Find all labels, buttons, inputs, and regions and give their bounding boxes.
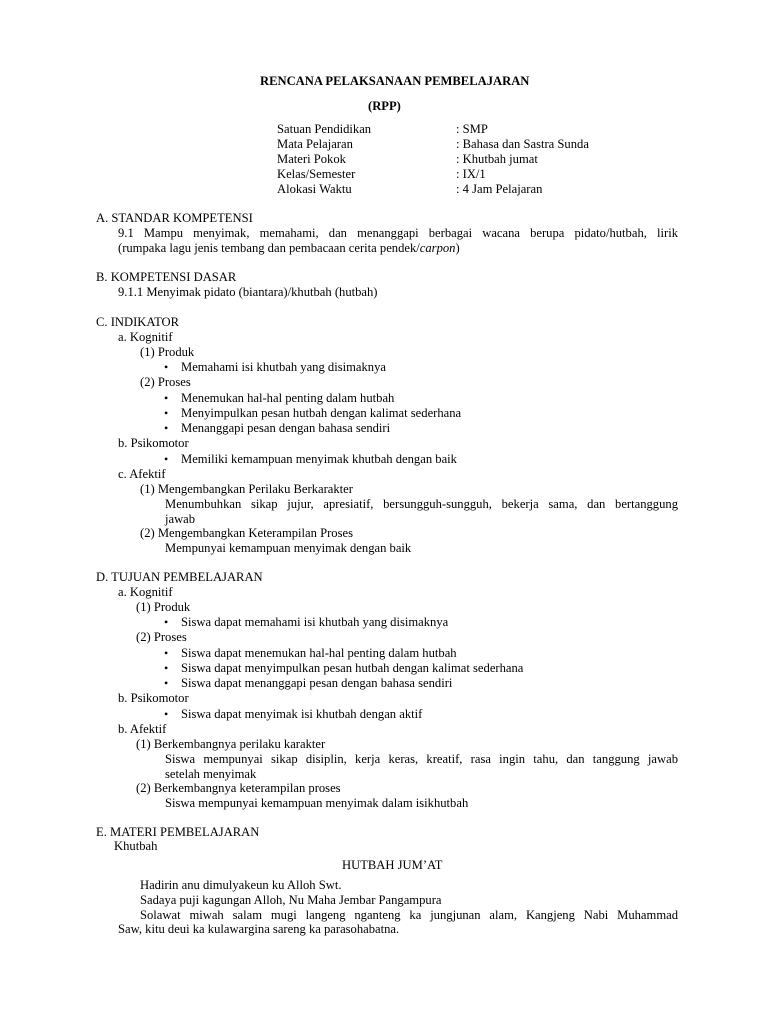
- list-item: c. Afektif: [118, 467, 166, 481]
- section-heading-a: A. STANDAR KOMPETENSI: [96, 211, 253, 225]
- paragraph-line: Hadirin anu dimulyakeun ku Alloh Swt.: [140, 878, 342, 892]
- list-item: (2) Berkembangnya keterampilan proses: [136, 781, 341, 795]
- list-item: b. Afektif: [118, 722, 167, 736]
- list-item: (1) Berkembangnya perilaku karakter: [136, 737, 326, 751]
- bullet-item: • Memahami isi khutbah yang disimaknya: [181, 360, 386, 375]
- bullet-item: • Siswa dapat memahami isi khutbah yang disimaknya: [181, 615, 448, 630]
- paragraph-line: Sadaya puji kagungan Alloh, Nu Maha Jembar Pangampura: [140, 893, 442, 907]
- list-item: b. Psikomotor: [118, 436, 189, 450]
- paragraph-line: Saw, kitu deui ka kulawargina sareng ka parasohabatna.: [118, 922, 400, 936]
- page-title: RENCANA PELAKSANAAN PEMBELAJARAN: [260, 74, 530, 88]
- section-heading-d: D. TUJUAN PEMBELAJARAN: [96, 570, 263, 584]
- list-item: b. Psikomotor: [118, 691, 189, 705]
- bullet-item: • Siswa dapat menyimpulkan pesan hutbah dengan kalimat sederhana: [181, 661, 523, 676]
- list-item: (2) Mengembangkan Keterampilan Proses: [140, 526, 353, 540]
- identity-value: : SMP: [456, 122, 488, 136]
- paragraph-line: 9.1.1 Menyimak pidato (biantara)/khutbah (hutbah): [118, 285, 378, 299]
- identity-label: Satuan Pendidikan: [277, 122, 372, 136]
- list-item: (2) Proses: [136, 630, 187, 644]
- identity-value: : IX/1: [456, 167, 486, 181]
- subheading: Khutbah: [114, 839, 158, 853]
- khutbah-title: HUTBAH JUM’AT: [342, 858, 443, 872]
- list-item: (2) Proses: [140, 375, 191, 389]
- text-span: (rumpaka lagu jenis tembang dan pembacaan cerita pendek/: [118, 241, 420, 255]
- section-heading-b: B. KOMPETENSI DASAR: [96, 270, 237, 284]
- bullet-item: • Siswa dapat menanggapi pesan dengan bahasa sendiri: [181, 676, 452, 691]
- paragraph-line: Siswa mempunyai kemampuan menyimak dalam isikhutbah: [165, 796, 469, 810]
- paragraph-line: Menumbuhkan sikap jujur, apresiatif, bersungguh-sungguh, bekerja sama, dan bertanggung: [165, 497, 678, 511]
- paragraph-line: [118, 241, 460, 256]
- list-item: a. Kognitif: [118, 330, 173, 344]
- text-span: ): [455, 241, 460, 255]
- paragraph-line: Mempunyai kemampuan menyimak dengan baik: [165, 541, 412, 555]
- bullet-item: • Siswa dapat menemukan hal-hal penting dalam hutbah: [181, 646, 457, 661]
- list-item: (1) Produk: [136, 600, 191, 614]
- identity-value: : Bahasa dan Sastra Sunda: [456, 137, 589, 151]
- list-item: (1) Produk: [140, 345, 195, 359]
- paragraph-line: setelah menyimak: [165, 767, 257, 781]
- bullet-item: • Menemukan hal-hal penting dalam hutbah: [181, 391, 394, 406]
- paragraph-line: Siswa mempunyai sikap disiplin, kerja keras, kreatif, rasa ingin tahu, dan tanggung jawab: [165, 752, 678, 766]
- section-heading-c: C. INDIKATOR: [96, 315, 180, 329]
- italic-term: carpon: [419, 241, 456, 255]
- identity-label: Mata Pelajaran: [277, 137, 353, 151]
- identity-label: Alokasi Waktu: [277, 182, 352, 196]
- section-heading-e: E. MATERI PEMBELAJARAN: [96, 825, 260, 839]
- identity-value: : 4 Jam Pelajaran: [456, 182, 543, 196]
- bullet-item: • Menyimpulkan pesan hutbah dengan kalimat sederhana: [181, 406, 461, 421]
- bullet-item: • Menanggapi pesan dengan bahasa sendiri: [181, 421, 390, 436]
- list-item: a. Kognitif: [118, 585, 173, 599]
- identity-value: : Khutbah jumat: [456, 152, 538, 166]
- bullet-item: • Memiliki kemampuan menyimak khutbah dengan baik: [181, 452, 457, 467]
- page-subtitle: (RPP): [368, 99, 401, 113]
- paragraph-line: 9.1 Mampu menyimak, memahami, dan menanggapi berbagai wacana berupa pidato/hutbah, lirik: [118, 226, 678, 240]
- identity-label: Materi Pokok: [277, 152, 346, 166]
- paragraph-line: Solawat miwah salam mugi langeng nganteng ka jungjunan alam, Kangjeng Nabi Muhammad: [140, 908, 678, 922]
- paragraph-line: jawab: [165, 512, 196, 526]
- bullet-item: • Siswa dapat menyimak isi khutbah dengan aktif: [181, 707, 422, 722]
- identity-label: Kelas/Semester: [277, 167, 356, 181]
- list-item: (1) Mengembangkan Perilaku Berkarakter: [140, 482, 353, 496]
